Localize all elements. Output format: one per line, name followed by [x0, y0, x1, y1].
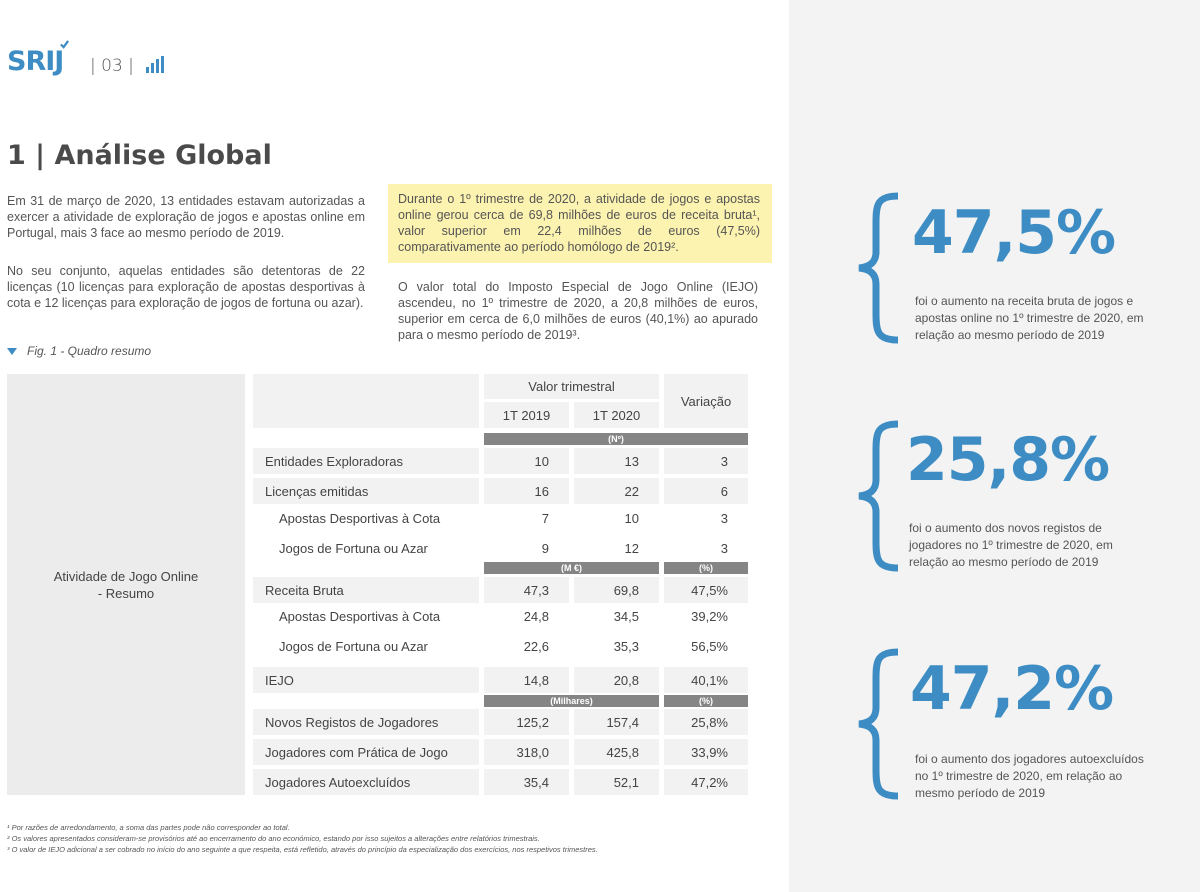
cell-1t-2020: 13 [574, 448, 659, 474]
stat-value-autoexcluidos: 47,2% [910, 654, 1114, 724]
cell-variacao: 47,2% [664, 769, 748, 795]
cell-1t-2019: 24,8 [523, 608, 549, 624]
cell-variacao: 25,8% [664, 709, 748, 735]
cell-variacao: 3 [720, 540, 728, 556]
stat-value-receita: 47,5% [912, 198, 1116, 268]
cell-1t-2019: 22,6 [523, 638, 549, 654]
table-row-label: Entidades Exploradoras [253, 448, 479, 474]
cell-1t-2020: 10 [624, 510, 639, 526]
table-row-label: Licenças emitidas [253, 478, 479, 504]
page-number: | 03 | [90, 56, 134, 76]
table-row-label: Receita Bruta [253, 577, 479, 603]
cell-1t-2020: 20,8 [574, 667, 659, 693]
cell-1t-2019: 7 [541, 510, 549, 526]
intro-paragraph-2: No seu conjunto, aquelas entidades são detentoras de 22 licenças (10 licenças para exploração de apostas desportivas à cota e 12 licenças para exploração de jogos de fortuna ou azar). [7, 264, 365, 310]
stat-value-registos: 25,8% [906, 425, 1110, 495]
table-row-label: Apostas Desportivas à Cota [279, 608, 441, 624]
iejo-paragraph: O valor total do Imposto Especial de Jogo Online (IEJO) ascendeu, no 1º trimestre de 2020, a 20,8 milhões de euros, superior em cerca de 6,0 milhões de euros (40,1%) ao apurado para o mesmo período de 2019³. [398, 280, 758, 342]
cell-1t-2020: 34,5 [613, 608, 639, 624]
table-row-label: Jogos de Fortuna ou Azar [279, 638, 428, 654]
cell-variacao: 3 [720, 510, 728, 526]
cell-1t-2020: 69,8 [574, 577, 659, 603]
cell-1t-2019: 125,2 [484, 709, 569, 735]
cell-variacao: 3 [664, 448, 748, 474]
intro-paragraph-1: Em 31 de março de 2020, 13 entidades estavam autorizadas a exercer a atividade de exploração de jogos e apostas online em Portugal, mais 3 face ao mesmo período de 2019. [7, 194, 365, 240]
cell-1t-2019: 318,0 [484, 739, 569, 765]
stat-desc-registos: foi o aumento dos novos registos de jogadores no 1º trimestre de 2020, em relação ao mesmo período de 2019 [909, 521, 1113, 569]
table-row-label: Jogadores com Prática de Jogo [253, 739, 479, 765]
table-row-label: Novos Registos de Jogadores [253, 709, 479, 735]
table-row-label: Jogos de Fortuna ou Azar [279, 540, 428, 556]
srij-logo: SRIJ [7, 46, 64, 77]
cell-1t-2020: 35,3 [613, 638, 639, 654]
table-row-label: IEJO [253, 667, 479, 693]
figure-caption-text: Fig. 1 - Quadro resumo [27, 344, 152, 358]
highlight-box: Durante o 1º trimestre de 2020, a atividade de jogos e apostas online gerou cerca de 69,8 milhões de euros de receita bruta¹, valor superior em 22,4 milhões de euros (47,5%) comparativamente ao período homólogo de 2019². [388, 184, 772, 263]
cell-1t-2020: 157,4 [574, 709, 659, 735]
bar-chart-icon [146, 55, 164, 73]
stat-desc-autoexcluidos: foi o aumento dos jogadores autoexcluídos no 1º trimestre de 2020, em relação ao mesmo período de 2019 [915, 752, 1144, 800]
brace-icon [856, 648, 900, 800]
cell-1t-2019: 16 [484, 478, 569, 504]
cell-1t-2020: 52,1 [574, 769, 659, 795]
unit-number: (Nº) [484, 433, 748, 445]
footnote-2: ² Os valores apresentados consideram-se provisórios até ao encerramento do ano económico, estando por isso sujeitos a alterações entre relatórios trimestrais. [7, 834, 540, 843]
table-row-label: Jogadores Autoexcluídos [253, 769, 479, 795]
cell-1t-2020: 12 [624, 540, 639, 556]
unit-million-eur: (M €) [484, 562, 659, 574]
figure-caption [7, 344, 151, 358]
cell-1t-2019: 14,8 [484, 667, 569, 693]
footnote-1: ¹ Por razões de arredondamento, a soma das partes pode não corresponder ao total. [7, 823, 290, 832]
table-header-blank [253, 374, 479, 428]
cell-1t-2020: 425,8 [574, 739, 659, 765]
cell-1t-2019: 10 [484, 448, 569, 474]
logo-check-icon [60, 40, 69, 49]
table-row-label: Apostas Desportivas à Cota [279, 510, 441, 526]
cell-variacao: 39,2% [691, 608, 728, 624]
cell-variacao: 56,5% [691, 638, 728, 654]
triangle-down-icon [7, 348, 17, 355]
header-1t-2019: 1T 2019 [484, 402, 569, 428]
header-variacao: Variação [664, 374, 748, 428]
unit-percent-2: (%) [664, 695, 748, 707]
stat-desc-receita: foi o aumento na receita bruta de jogos e apostas online no 1º trimestre de 2020, em relação ao mesmo período de 2019 [915, 294, 1144, 342]
footnotes [7, 822, 598, 855]
cell-1t-2019: 47,3 [484, 577, 569, 603]
header-valor-trimestral: Valor trimestral [484, 374, 659, 399]
cell-1t-2019: 35,4 [484, 769, 569, 795]
unit-thousands: (Milhares) [484, 695, 659, 707]
brace-icon [856, 420, 900, 572]
table-side-label [7, 374, 245, 795]
cell-variacao: 6 [664, 478, 748, 504]
unit-percent: (%) [664, 562, 748, 574]
footnote-3: ³ O valor de IEJO adicional a ser cobrado no início do ano seguinte a que respeita, está refletido, através do princípio da especialização dos exercícios, nos respetivos trimestres. [7, 845, 598, 854]
brace-icon [856, 192, 900, 344]
cell-variacao: 33,9% [664, 739, 748, 765]
cell-variacao: 47,5% [664, 577, 748, 603]
cell-1t-2020: 22 [574, 478, 659, 504]
side-label-text: Atividade de Jogo Online - Resumo [53, 568, 199, 601]
cell-1t-2019: 9 [541, 540, 549, 556]
section-title: 1 | Análise Global [7, 140, 272, 171]
header-1t-2020: 1T 2020 [574, 402, 659, 428]
cell-variacao: 40,1% [664, 667, 748, 693]
